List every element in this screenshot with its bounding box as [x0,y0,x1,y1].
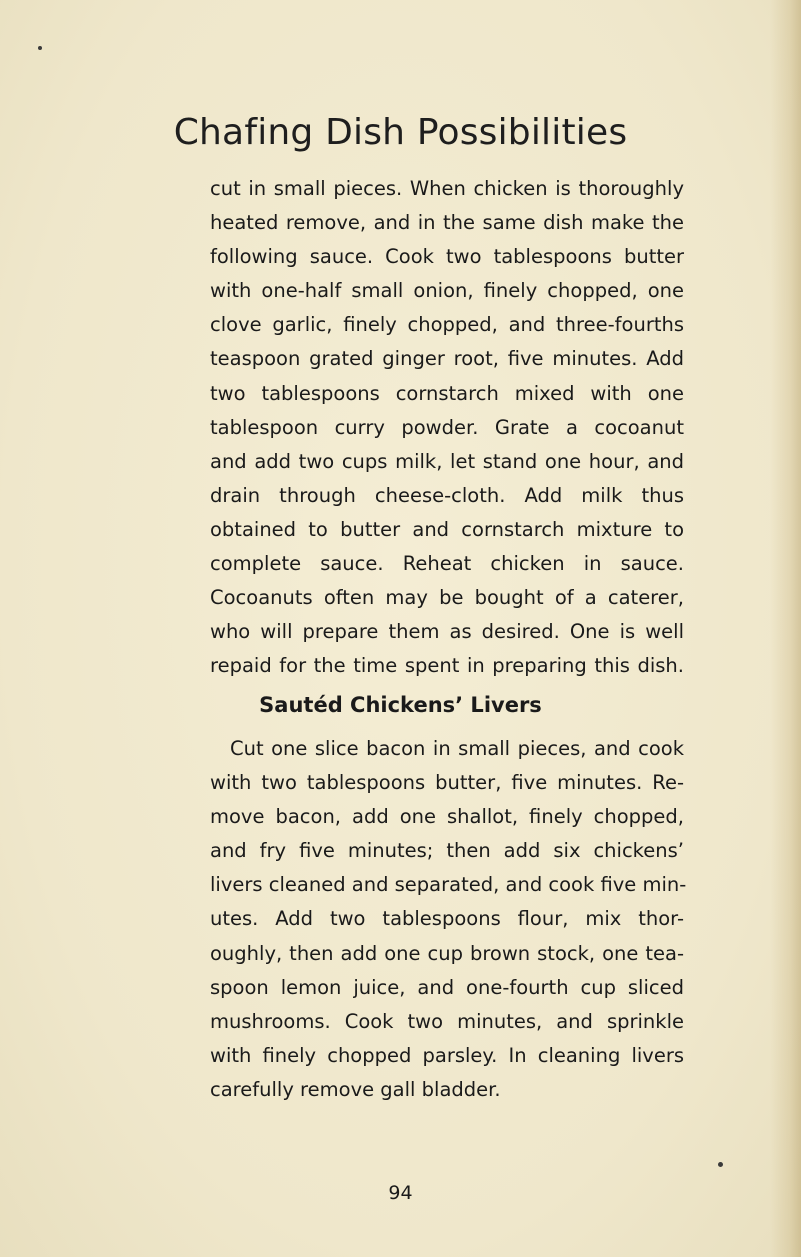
ink-speck [38,46,42,50]
text-line: clove garlic, finely chopped, and three-fourths [210,313,684,337]
text-line: teaspoon grated ginger root, five minutes. Add [210,347,684,371]
text-line: with finely chopped parsley. In cleaning livers [210,1043,684,1067]
text-line: repaid for the time spent in preparing this dish. [210,654,684,678]
text-line: two tablespoons cornstarch mixed with one [210,381,684,405]
text-line: heated remove, and in the same dish make the [210,211,684,235]
text-line: with two tablespoons butter, five minutes. Re- [210,771,684,795]
section-heading: Sautéd Chickens’ Livers [259,693,542,717]
text-line: following sauce. Cook two tablespoons butter [210,245,684,269]
text-line: complete sauce. Reheat chicken in sauce. [210,552,684,576]
text-line: and fry five minutes; then add six chickens’ [210,839,684,863]
text-line: obtained to butter and cornstarch mixture to [210,517,684,541]
ink-speck [718,1162,723,1167]
text-line: Cocoanuts often may be bought of a caterer, [210,586,684,610]
text-line: livers cleaned and separated, and cook five min- [210,873,687,897]
text-line: utes. Add two tablespoons flour, mix thor- [210,907,684,931]
text-line: spoon lemon juice, and one-fourth cup sliced [210,975,684,999]
text-line: and add two cups milk, let stand one hour, and [210,449,684,473]
text-line: who will prepare them as desired. One is well [210,620,684,644]
paragraph-curry [210,172,684,683]
text-line: cut in small pieces. When chicken is thoroughly [210,177,684,200]
text-line: move bacon, add one shallot, finely chopped, [210,805,684,829]
text-line: drain through cheese-cloth. Add milk thus [210,483,684,507]
text-line: Cut one slice bacon in small pieces, and cook [230,737,684,760]
paragraph-livers [210,732,687,1107]
page-number: 94 [388,1182,413,1204]
text-line: carefully remove gall bladder. [210,1077,501,1101]
text-line: with one-half small onion, finely chopped, one [210,279,684,303]
running-head: Chafing Dish Possibilities [173,112,628,153]
text-line: oughly, then add one cup brown stock, one tea- [210,941,684,965]
text-line: tablespoon curry powder. Grate a cocoanut [210,415,684,439]
text-line: mushrooms. Cook two minutes, and sprinkle [210,1009,684,1033]
